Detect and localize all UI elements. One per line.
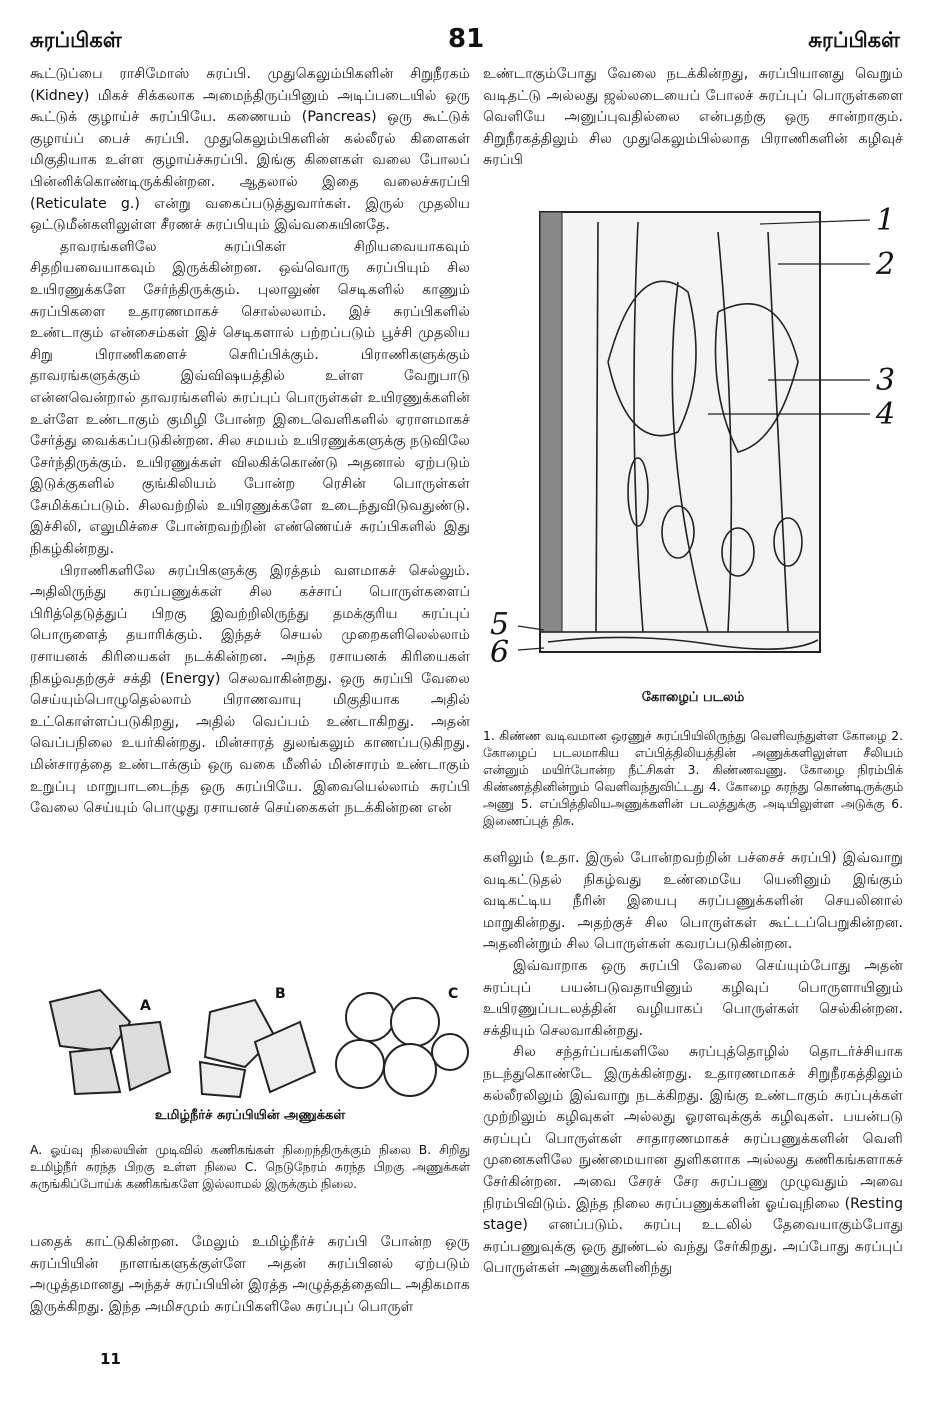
figure-number-label: 6 [490, 635, 510, 670]
cell-state-label: B [275, 986, 286, 1002]
left-column-bottom [30, 1232, 470, 1318]
paragraph: பிராணிகளிலே சுரப்பிகளுக்கு இரத்தம் வளமாகச் செல்லும். அதிலிருந்து சுரப்பணுக்கள் சில கச்சாப் பொருள்களைப் பிரித்தெடுத்துப் பிறகு இவற்றிலிருந்து தமக்குரிய சுரப்புப் பொருளைத் தயாரிக்கும். இந்தச் செயல் முறைகளிலெல்லாம் ரசாயனக் கிரியைகள் நடக்கின்றன. அந்த ரசாயனக் கிரியைகள் நிகழ்வதற்குச் சக்தி (Energy) செலவாகின்றது. ஒரு சுரப்பி வேலை செய்யும்பொழுதெல்லாம் பிராணவாயு மிகுதியாக அதில் உட்கொள்ளப்படுகிறது, அதில் வெப்பம் உண்டாகிறது. அதன் வெப்பநிலை உயர்கின்றது. மின்சாரத் துலங்கலும் காணப்படுகிறது. மின்சாரத்தை உண்டாக்கும் ஒரு வகை மீனில் மின்சாரம் உண்டாகும் உறுப்பு மாறுபாடடைந்த ஒரு சுரப்பியே. இவையெல்லாம் சுரப்பி வேலை செய்யும் பொழுது ரசாயனச் செய்கைகள் நடக்கின்றன என் [30, 562, 470, 817]
figure-number-label: 4 [876, 397, 896, 432]
figure-caption: A. ஓய்வு நிலையின் முடிவில் கணிகங்கள் நிறைந்திருக்கும் நிலை B. சிறிது உமிழ்நீர் சுரந்த பிறகு உள்ள நிலை C. நெடுநேரம் சுரந்த பிறகு அணுக்கள் சுருங்கிப்போய்க் கணிகங்களே இல்லாமல் இருக்கும் நிலை. [30, 1143, 470, 1191]
paragraph: இவ்வாறாக ஒரு சுரப்பி வேலை செய்யும்போது அதன் சுரப்புப் பயன்படுவதாயினும் கழிவுப் பொருளாயினும் உயிரணுப்படலத்தின் வழியாகப் பொருள்கள் செல்கின்றன. சக்தியும் செலவாகின்றது. [483, 957, 903, 1039]
figure-number-label: 2 [876, 247, 896, 282]
left-column [30, 64, 470, 820]
cell-state-label: C [448, 986, 459, 1002]
figure-number-label: 5 [490, 607, 510, 642]
running-head-left: சுரப்பிகள் [30, 28, 122, 52]
figure-number-label: 1 [876, 203, 896, 238]
running-head-right: சுரப்பிகள் [808, 28, 900, 52]
right-column-top [483, 64, 903, 172]
page-number-top: 81 [448, 24, 485, 54]
paragraph: உண்டாகும்போது வேலை நடக்கின்றது, சுரப்பியானது வெறும் வடிதட்டு அல்லது ஜல்லடையைப் போலச் சுரப்புப் பொருள்களை வெளியே அனுப்புவதில்லை என்பதற்கு ஒரு சான்றாகும். சிறுநீரகத்திலும் சில முதுகெலும்பில்லாத பிராணிகளின் கழிவுச் சுரப்பி [483, 66, 903, 169]
page-footer-number: 11 [100, 1350, 121, 1368]
figure-title: உமிழ்நீர்ச் சுரப்பியின் அணுக்கள் [154, 1108, 346, 1123]
paragraph: பதைக் காட்டுகின்றன. மேலும் உமிழ்நீர்ச் சுரப்பி போன்ற ஒரு சுரப்பியின் நாளங்களுக்குள்ளே அதன் சுரப்பினல் ஏற்படும் அழுத்தமானது அந்தச் சுரப்பியின் இரத்த அழுத்தத்தைவிட அதிகமாக இருக்கிறது. இந்த அமிசமும் சுரப்பிகளிலே சுரப்புப் பொருள் [30, 1234, 470, 1315]
figure-caption: 1. கிண்ண வடிவமான ஒரணுச் சுரப்பியிலிருந்து வெளிவந்துள்ள கோழை 2. கோழைப் படலமாகிய எப்பித்திலியத்தின் அணுக்களிலுள்ள சீலியம் என்னும் மயிர்போன்ற நீட்சிகள் 3. கிண்ணவணு. கோழை நிரம்பிக் கிண்ணத்தினின்றும் வெளிவந்துவிட்டது 4. கோழை சுரந்து கொண்டிருக்கும் அணு 5. எப்பித்திலியஅணுக்களின் படலத்துக்கு அடியிலுள்ள அடுக்கு 6. இணைப்புத் திசு. [483, 729, 903, 828]
cell-state-label: A [140, 998, 151, 1014]
salivary-cells-illustration [40, 982, 470, 1100]
paragraph: சில சந்தர்ப்பங்களிலே சுரப்புத்தொழில் தொடர்ச்சியாக நடந்துகொண்டே இருக்கின்றது. உதாரணமாகச் சிறுநீரகத்திலும் கல்லீரலிலும் இவ்வாறு நடக்கிறது. இங்கு உண்டாகும் சுரப்புக்கள் முற்றிலும் கழிவுகள் அல்லது ஓரளவுக்குக் கழிவுகள். பயன்படு சுரப்புப் பொருள்கள் சாதாரணமாகச் சுரப்பணுக்களின் வெளி முனைகளிலே நுண்மையான துளிகளாக அல்லது கணிகங்களாகச் சேர்கின்றன. அவை சேரச் சேர சுரப்பணு முழுவதும் அவை நிரம்பிவிடும். இந்த நிலை சுரப்பணுக்களின் ஓய்வுநிலை (Resting stage) எனப்படும். சுரப்பு உடலில் தேவையாகும்போது சுரப்பணுவுக்கு ஒரு தூண்டல் வந்து சேர்கிறது. அப்போது சுரப்புப் பொருள்கள் அணுக்களினிந்து [483, 1044, 903, 1277]
figure-title: கோழைப் படலம் [641, 690, 745, 705]
paragraph: தாவரங்களிலே சுரப்பிகள் சிறியவையாகவும் சிதறியவையாகவும் இருக்கின்றன. ஒவ்வொரு சுரப்பியும் சில உயிரணுக்களே சேர்ந்திருக்கும். புலாலுண் செடிகளில் காணும் சுரப்பிகளை உதாரணமாகச் சொல்லலாம். இச் சுரப்பிகளில் உண்டாகும் என்சைம்கள் இச் செடிகளால் பற்றப்படும் பூச்சி முதலிய சிறு பிராணிகளைச் செரிப்பிக்கும். பிராணிகளுக்கும் தாவரங்களுக்கும் இவ்விஷயத்தில் உள்ள வேறுபாடு என்னவென்றால் தாவரங்களில் சுரப்புப் பொருள்கள் உயிரணுக்களின் உள்ளே உண்டாகும் குமிழி போன்ற இடைவெளிகளில் ஏராளமாகச் சேர்த்து வைக்கப்படுகின்றன. சில சமயம் உயிரணுக்களுக்கு நடுவிலே சேர்ந்திருக்கும். உயிரணுக்கள் விலகிக்கொண்டு அதனால் ஏற்படும் இடுக்குகளில் குங்கிலியம் போன்ற ரெசின் பொருள்கள் சேமிக்கப்படும். சிலவற்றில் உயிரணுக்களே உடைந்துவிடுவதுண்டு. இச்சிலி, எலுமிச்சை போன்றவற்றின் எண்ணெய்ச் சுரப்பிகளில் இது நிகழ்கின்றது. [30, 238, 470, 558]
paragraph: களிலும் (உதா. இருல் போன்றவற்றின் பச்சைச் சுரப்பி) இவ்வாறு வடிகட்டுதல் நிகழ்வது உண்மையே யெனினும் இங்கும் வடிகட்டிய நீரின் இயைபு சுரப்பணுக்களின் செயலினால் மாறுகின்றது. அதற்குச் சில பொருள்கள் கூட்டப்பெறுகின்றன. அதனின்றும் சில பொருள்கள் கவரப்படுகின்றன. [483, 850, 903, 953]
right-column-bottom [483, 848, 903, 1280]
paragraph: கூட்டுப்பை ராசிமோஸ் சுரப்பி. முதுகெலும்பிகளின் சிறுநீரகம் (Kidney) மிகச் சிக்கலாக அமைந்திருப்பினும் அடிப்படையில் ஒரு கூட்டுக் குழாய்ச் சுரப்பியே. கணையம் (Pancreas) ஒரு கூட்டுக் குழாய்ப் பைச் சுரப்பி. முதுகெலும்பிகளின் கல்லீரல் கிளைகள் மிகுதியாக உள்ள குழாய்ச்சுரப்பி. இங்கு கிளைகள் வலை போலப் பின்னிக்கொண்டிருக்கின்றன. ஆதலால் இதை வலைச்சுரப்பி (Reticulate g.) என்று வகைப்படுத்துவார்கள். இருல் முதலிய ஒட்டுமீன்களிலுள்ள சீரணச் சுரப்பியும் இவ்வகையினதே. [30, 66, 470, 234]
figure-number-label: 3 [876, 363, 896, 398]
mucous-epithelium-illustration [478, 192, 908, 682]
